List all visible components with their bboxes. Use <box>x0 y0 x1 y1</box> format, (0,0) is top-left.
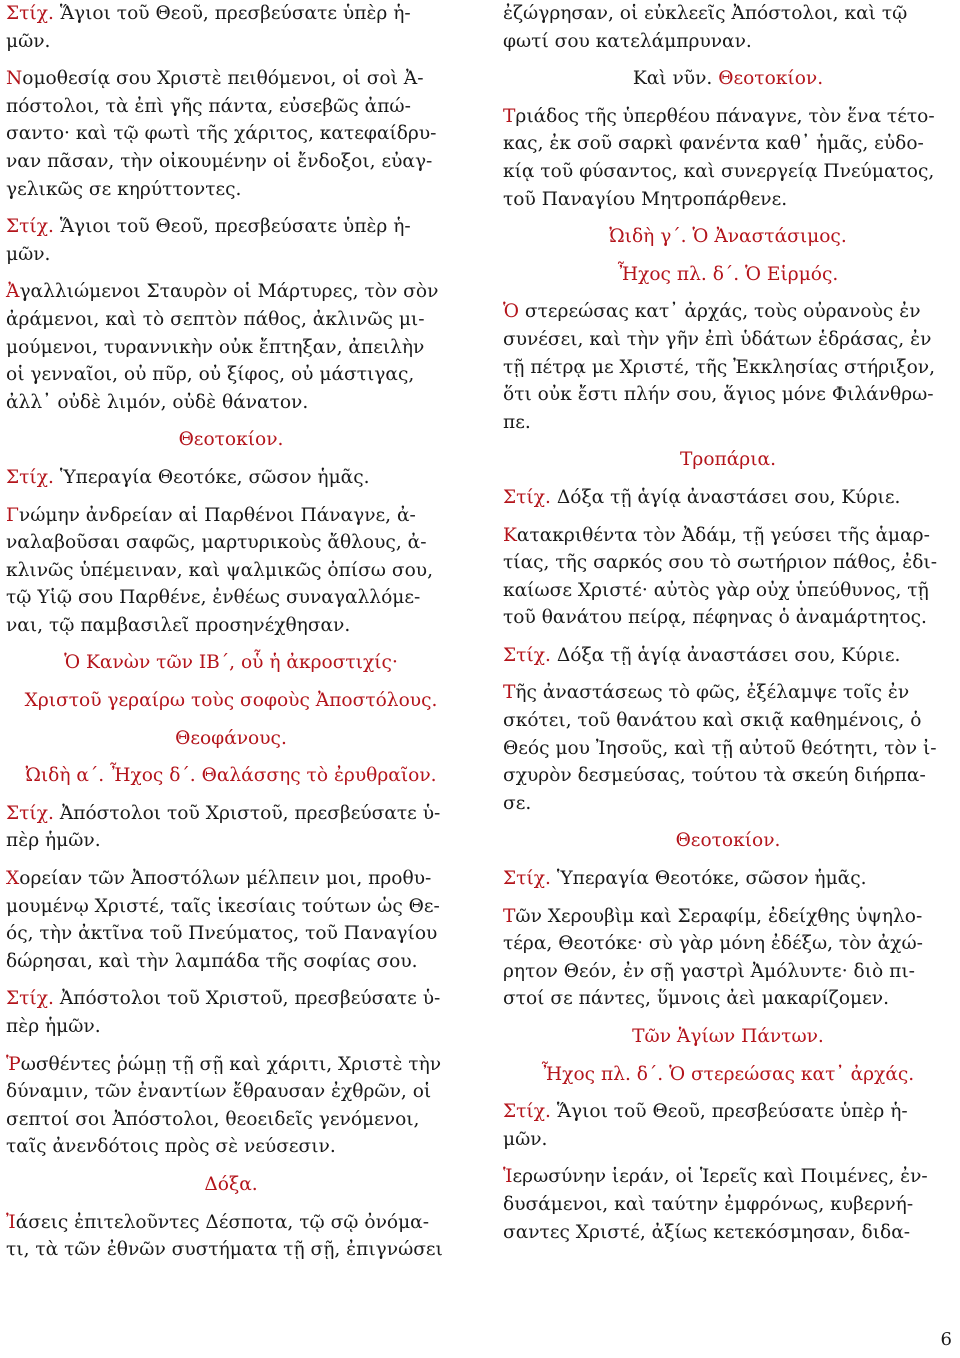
paragraph-line: τίας, τῆς σαρκός σου τὸ σωτήριον πάθος, ἐδι- <box>503 552 937 574</box>
paragraph-line: τοῦ θανάτου πείρᾳ, πέφηνας ὁ ἀναμάρτητος. <box>503 607 927 629</box>
paragraph-line: σαντες Χριστέ, ἀξίως κετεκόσμησαν, διδα- <box>503 1221 911 1243</box>
rubric-heading: Ὠιδὴ γ´. Ὁ Ἀναστάσιμος. <box>609 226 847 248</box>
verse-label: Στίχ. <box>6 802 54 824</box>
paragraph-line: ἀράμενοι, καὶ τὸ σεπτὸν πάθος, ἀκλινῶς μι- <box>6 308 425 330</box>
paragraph-line: ναν πᾶσαν, τὴν οἰκουμένην οἱ ἔνδοξοι, εὐαγ- <box>6 150 433 172</box>
rubric-heading: Θεοτοκίον. <box>675 830 781 852</box>
paragraph-line: Θεός μου Ἰησοῦς, καὶ τῇ αὐτοῦ θεότητι, τὸν ἰ- <box>503 737 937 759</box>
paragraph-line: κίᾳ τοῦ φύσαντος, καὶ συνεργείᾳ Πνεύματος, <box>503 160 935 182</box>
verse-label: Στίχ. <box>503 486 551 508</box>
paragraph-line: ῶν Χερουβὶμ καὶ Σεραφίμ, ἐδείχθης ὑψηλο- <box>515 905 923 927</box>
troparion <box>503 1163 953 1246</box>
rubric-heading <box>503 65 953 93</box>
paragraph-line: σκότει, τοῦ θανάτου καὶ σκιᾷ καθημένοις, ὁ <box>503 710 922 732</box>
troparion <box>6 65 456 203</box>
paragraph-line: ῆς ἀναστάσεως τὸ φῶς, ἐξέλαμψε τοῖς ἐν <box>515 682 910 704</box>
initial-letter: Χ <box>6 868 20 890</box>
heading-black: Καὶ νῦν. <box>632 68 713 90</box>
verse-label: Στίχ. <box>6 466 54 488</box>
verse-text: Ἀπόστολοι τοῦ Χριστοῦ, πρεσβεύσατε ὑ- <box>53 988 441 1010</box>
paragraph-line: καίωσε Χριστέ· αὐτὸς γὰρ οὐχ ὑπεύθυνος, τῇ <box>503 579 929 601</box>
troparion <box>6 865 456 975</box>
verse-label: Στίχ. <box>503 1101 551 1123</box>
rubric-heading: Θεοτοκίον. <box>178 429 284 451</box>
paragraph-line: φωτί σου κατελάμπρυναν. <box>503 30 752 52</box>
rubric-heading: Θεοφάνους. <box>175 727 287 749</box>
right-column <box>503 0 953 1256</box>
troparion <box>6 1209 456 1264</box>
verse-label: Στίχ. <box>503 868 551 890</box>
rubric-heading: Ὁ Κανὼν τῶν ΙΒ´, οὗ ἡ ἀκροστιχίς· <box>64 652 398 674</box>
verse-line <box>6 213 456 268</box>
verse-label: Στίχ. <box>6 3 54 24</box>
paragraph-line: ἐζώγρησαν, οἱ εὐκλεεῖς Ἀπόστολοι, καὶ τῷ <box>503 3 908 24</box>
paragraph-line: ός, τὴν ἀκτῖνα τοῦ Πνεύματος, τοῦ Παναγίου <box>6 923 438 945</box>
verse-line <box>503 484 953 512</box>
initial-letter: Τ <box>503 105 516 127</box>
verse-text: Δόξα τῇ ἁγίᾳ ἀναστάσει σου, Κύριε. <box>550 486 901 508</box>
left-column <box>6 0 456 1274</box>
verse-text: Ἅγιοι τοῦ Θεοῦ, πρεσβεύσατε ὑπὲρ ἡ- <box>53 3 411 24</box>
paragraph-line: νώμην ἀνδρείαν αἱ Παρθένοι Πάναγνε, ἀ- <box>18 504 416 526</box>
verse-text: πὲρ ἡμῶν. <box>6 1016 101 1037</box>
verse-line <box>6 0 456 55</box>
paragraph-line: δύναμιν, τῶν ἐναντίων ἔθραυσαν ἐχθρῶν, οἱ <box>6 1081 432 1103</box>
paragraph-line: κας, ἐκ σοῦ σαρκὶ φανέντα καθ᾽ ἡμᾶς, εὐδο- <box>503 133 924 155</box>
paragraph-line: δώρησαι, καὶ τὴν λαμπάδα τῆς σοφίας σου. <box>6 950 418 972</box>
rubric-heading: Ἦχος πλ. δ´. Ὁ Εἱρμός. <box>617 263 839 285</box>
verse-line <box>503 1098 953 1153</box>
paragraph-line: άσεις ἐπιτελοῦντες Δέσποτα, τῷ σῷ ὀνόμα- <box>15 1211 429 1233</box>
initial-letter: Κ <box>503 524 517 546</box>
paragraph-line: ερωσύνην ἱεράν, οἱ Ἱερεῖς καὶ Ποιμένες, ἐν- <box>512 1166 928 1188</box>
paragraph-line: σχυρὸν δεσμεύσας, τούτου τὰ σκεύη διήρπα- <box>503 765 926 787</box>
initial-letter: Τ <box>503 682 516 704</box>
paragraph-line: σε. <box>503 792 532 814</box>
paragraph-line: ορείαν τῶν Ἀποστόλων μέλπειν μοι, προθυ- <box>19 868 432 890</box>
rubric-heading: Δόξα. <box>204 1173 258 1195</box>
paragraph-line: ταῖς ἀνενδότοις πρὸς σὲ νεύσεσιν. <box>6 1136 336 1158</box>
verse-line <box>6 800 456 855</box>
troparion <box>6 1051 456 1161</box>
paragraph-line: ρητον Θεόν, ἐν σῇ γαστρὶ Ἀμόλυντε· διὸ πι- <box>503 960 915 982</box>
paragraph-line: ἀλλ᾽ οὐδὲ λιμόν, οὐδὲ θάνατον. <box>6 391 309 413</box>
page-number: 6 <box>940 1329 952 1350</box>
verse-text: Δόξα τῇ ἁγίᾳ ἀναστάσει σου, Κύριε. <box>550 644 901 666</box>
verse-text: Ὑπεραγία Θεοτόκε, σῶσον ἡμᾶς. <box>53 466 370 488</box>
paragraph-line: στερεώσας κατ᾽ ἀρχάς, τοὺς οὐρανοὺς ἐν <box>518 301 921 323</box>
initial-letter: Ν <box>6 68 23 90</box>
paragraph-line: γαλλιώμενοι Σταυρὸν οἱ Μάρτυρες, τὸν σὸν <box>19 281 439 303</box>
heading-red: Θεοτοκίον. <box>712 68 824 90</box>
verse-text: μῶν. <box>6 30 51 52</box>
verse-line <box>503 642 953 670</box>
rubric-heading: Ἦχος πλ. δ´. Ὁ στερεώσας κατ᾽ ἀρχάς. <box>541 1063 915 1085</box>
paragraph-line: ναι, τῷ παμβασιλεῖ προσηνέχθησαν. <box>6 614 351 636</box>
verse-text: Ἅγιοι τοῦ Θεοῦ, πρεσβεύσατε ὑπὲρ ἡ- <box>53 216 411 238</box>
paragraph-line: ριάδος τῆς ὑπερθέου πάναγνε, τὸν ἕνα τέτο- <box>515 105 935 127</box>
paragraph-line: μούμενοι, τυραννικὴν οὐκ ἔπτηξαν, ἀπειλὴν <box>6 336 425 358</box>
initial-letter: Ῥ <box>6 1053 21 1075</box>
paragraph-line: δυσάμενοι, καὶ ταύτην ἐμφρόνως, κυβερνή- <box>503 1193 914 1215</box>
verse-label: Στίχ. <box>6 216 54 238</box>
initial-letter: Γ <box>6 504 19 526</box>
paragraph-line: πόστολοι, τὰ ἐπὶ γῆς πάντα, εὐσεβῶς ἀπώ- <box>6 95 411 117</box>
paragraph-line: ὅτι οὐκ ἔστι πλήν σου, ἅγιος μόνε Φιλάνθρω- <box>503 384 934 406</box>
initial-letter: Ὁ <box>503 301 519 323</box>
paragraph-line: οἱ γενναῖοι, οὐ πῦρ, οὐ ξίφος, οὐ μάστιγας, <box>6 364 415 386</box>
initial-letter: Ἰ <box>6 1211 16 1233</box>
verse-line <box>6 464 456 492</box>
paragraph-line: τοῦ Παναγίου Μητροπάρθενε. <box>503 188 788 210</box>
paragraph-line: τι, τὰ τῶν ἐθνῶν συστήματα τῇ σῇ, ἐπιγνώσει <box>6 1239 443 1261</box>
paragraph-line: ομοθεσίᾳ σου Χριστὲ πειθόμενοι, οἱ σοὶ Ἀ- <box>22 68 424 90</box>
verse-line <box>6 985 456 1040</box>
verse-text: μῶν. <box>503 1128 548 1150</box>
paragraph-line: τῇ πέτρᾳ με Χριστέ, τῆς Ἐκκλησίας στήριξον, <box>503 356 936 378</box>
paragraph <box>503 0 953 55</box>
paragraph-line: σαντο· καὶ τῷ φωτὶ τῆς χάριτος, κατεφαίδρυ- <box>6 123 437 145</box>
rubric-heading: Χριστοῦ γεραίρω τοὺς σοφοὺς Ἀποστόλους. <box>24 690 438 712</box>
rubric-heading: Τροπάρια. <box>680 449 776 471</box>
troparion <box>6 502 456 640</box>
initial-letter: Τ <box>503 905 516 927</box>
paragraph-line: ωσθέντες ῥώμῃ τῇ σῇ καὶ χάριτι, Χριστὲ τὴν <box>20 1053 442 1075</box>
troparion <box>503 903 953 1013</box>
paragraph-line: σεπτοί σοι Ἀπόστολοι, θεοειδεῖς γενόμενοι, <box>6 1108 420 1130</box>
paragraph-line: τῷ Υἱῷ σου Παρθένε, ἐνθέως συναγαλλόμε- <box>6 587 421 609</box>
verse-text: Ἅγιοι τοῦ Θεοῦ, πρεσβεύσατε ὑπὲρ ἡ- <box>550 1101 908 1123</box>
troparion <box>503 522 953 632</box>
paragraph-line: ναλαβοῦσαι σαφῶς, μαρτυρικοὺς ἄθλους, ἀ- <box>6 532 427 554</box>
verse-text: Ὑπεραγία Θεοτόκε, σῶσον ἡμᾶς. <box>550 868 867 890</box>
troparion <box>503 103 953 213</box>
paragraph-line: μουμένῳ Χριστέ, ταῖς ἱκεσίαις τούτων ὡς Θε- <box>6 895 440 917</box>
troparion <box>6 278 456 416</box>
rubric-heading: Τῶν Ἁγίων Πάντων. <box>632 1026 824 1047</box>
verse-line <box>503 865 953 893</box>
troparion <box>503 298 953 436</box>
rubric-heading: Ὠιδὴ α´. Ἦχος δ´. Θαλάσσης τὸ ἐρυθραῖον. <box>25 765 437 787</box>
verse-text: μῶν. <box>6 243 51 265</box>
verse-text: Ἀπόστολοι τοῦ Χριστοῦ, πρεσβεύσατε ὑ- <box>53 802 441 824</box>
verse-label: Στίχ. <box>503 644 551 666</box>
paragraph-line: ατακριθέντα τὸν Ἀδάμ, τῇ γεύσει τῆς ἁμαρ- <box>516 524 930 546</box>
verse-text: πὲρ ἡμῶν. <box>6 830 101 852</box>
troparion <box>503 679 953 817</box>
initial-letter: Ἱ <box>503 1166 513 1188</box>
paragraph-line: γελικῶς σε κηρύττοντες. <box>6 178 242 200</box>
initial-letter: Ἀ <box>6 281 20 303</box>
paragraph-line: συνέσει, καὶ τὴν γῆν ἐπὶ ὑδάτων ἑδράσας, ἐν <box>503 328 932 350</box>
verse-label: Στίχ. <box>6 988 54 1010</box>
paragraph-line: πε. <box>503 411 531 433</box>
paragraph-line: τέρα, Θεοτόκε· σὺ γὰρ μόνη ἐδέξω, τὸν ἀχώ- <box>503 933 923 955</box>
paragraph-line: κλινῶς ὑπέμειναν, καὶ ψαλμικῶς ὀπίσω σου, <box>6 559 433 581</box>
paragraph-line: στοί σε πάντες, ὕμνοις ἀεὶ μακαρίζομεν. <box>503 988 889 1010</box>
